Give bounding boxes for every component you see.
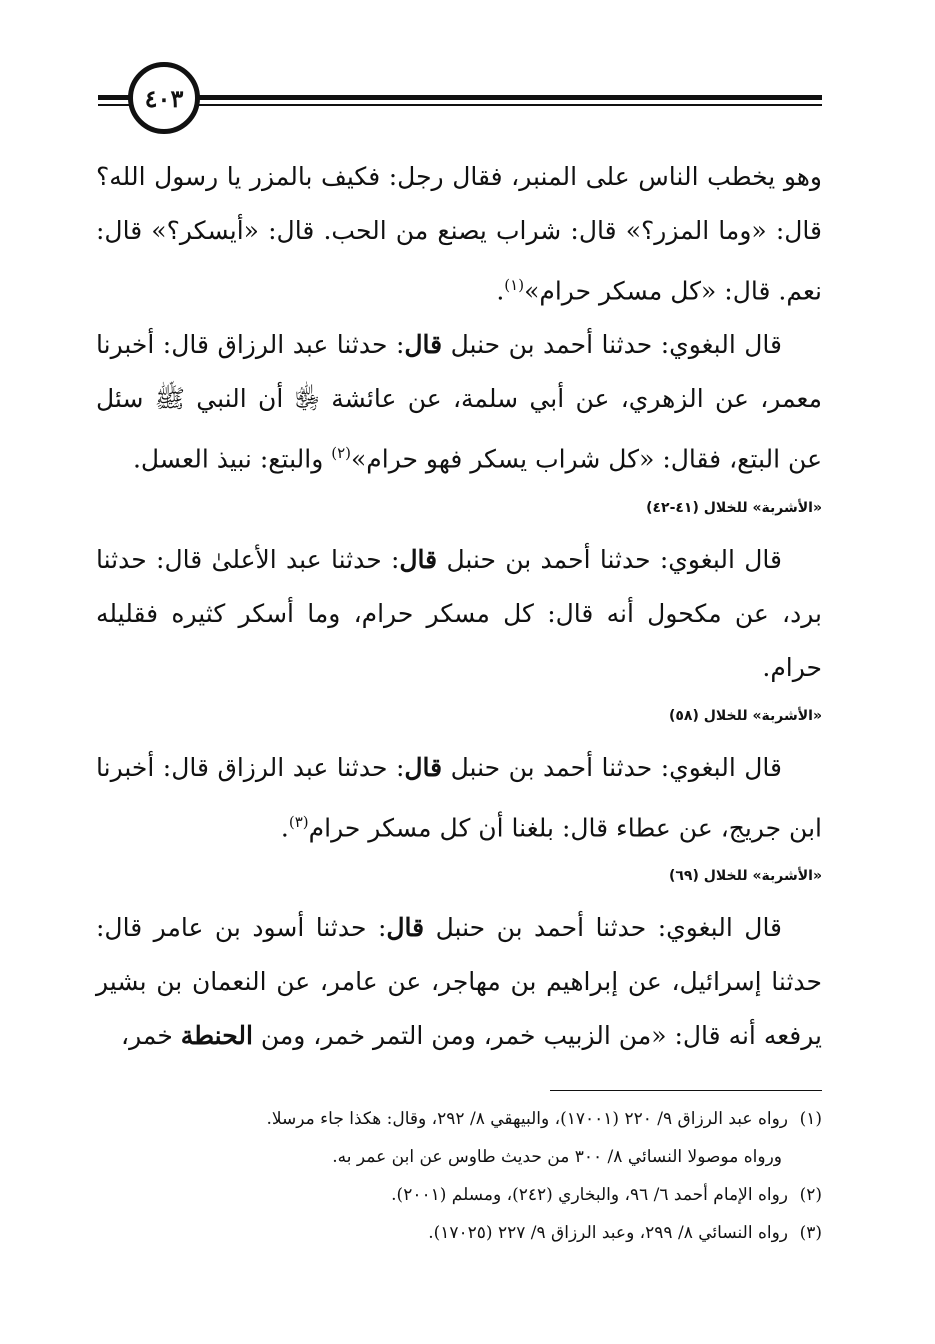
footnotes [96, 1100, 822, 1252]
footnote-ref-1[interactable]: (١) [504, 276, 525, 294]
paragraph-2: قال البغوي: حدثنا أحمد بن حنبل قال: حدثنا عبد الرزاق قال: أخبرنا معمر، عن الزهري، عن أبي سلمة، عن عائشة ﵂ أن النبي ﷺ سئل عن البتع، فقال: «كل شراب يسكر فهو حرام»$^{(٢)}$ والبتع: نبيذ العسل. [96, 330, 822, 474]
footnote-1-continued: ورواه موصولا النسائي ٨/ ٣٠٠ من حديث طاوس عن ابن عمر به. [332, 1147, 782, 1167]
header-rule-thin [98, 104, 822, 106]
source-citation: «الأشربة» للخلال (٥٨) [668, 707, 822, 724]
paragraph-4: قال البغوي: حدثنا أحمد بن حنبل قال: حدثنا عبد الرزاق قال: أخبرنا ابن جريج، عن عطاء قال: بلغنا أن كل مسكر حرام$^{(٣)}$. [96, 752, 822, 842]
footnote-ref-2[interactable]: (٢) [331, 444, 352, 463]
paragraph-3: قال البغوي: حدثنا أحمد بن حنبل قال: حدثنا عبد الأعلىٰ قال: حدثنا برد، عن مكحول أنه قال: كل مسكر حرام، وما أسكر كثيره فقليله حرام. [96, 544, 822, 682]
header-rule-thick [98, 95, 822, 100]
footnote-3: (٣)رواه النسائي ٨/ ٢٩٩، وعبد الرزاق ٩/ ٢٢٧ (١٧٠٢٥). [428, 1223, 822, 1243]
source-citation: «الأشربة» للخلال (٦٩) [668, 867, 822, 884]
paragraph-5: قال البغوي: حدثنا أحمد بن حنبل قال: حدثنا أسود بن عامر قال: حدثنا إسرائيل، عن إبراهيم بن مهاجر، عن عامر، عن النعمان بن بشير يرفعه أنه قال: «من الزبيب خمر، ومن التمر خمر، ومن الحنطة خمر، [96, 912, 822, 1050]
page-number: ٤٠٣ [128, 62, 200, 134]
page-header [98, 60, 822, 140]
footnote-2: (٢)رواه الإمام أحمد ٦/ ٩٦، والبخاري (٢٤٢)، ومسلم (٢٠٠١). [391, 1185, 822, 1205]
footnote-ref-3[interactable]: (٣) [288, 812, 309, 831]
main-text [96, 150, 822, 1063]
footnote-divider [550, 1090, 822, 1091]
paragraph-1: وهو يخطب الناس على المنبر، فقال رجل: فكيف بالمزر يا رسول الله؟ قال: «وما المزر؟» قال: شراب يصنع من الحب. قال: «أيسكر؟» قال: نعم. قال: «كل مسكر حرام»$^{(١)}$. [96, 162, 822, 306]
source-citation: «الأشربة» للخلال (٤١-٤٢) [646, 499, 822, 516]
footnote-1: (١)رواه عبد الرزاق ٩/ ٢٢٠ (١٧٠٠١)، والبيهقي ٨/ ٢٩٢، وقال: هكذا جاء مرسلا. [266, 1109, 822, 1129]
